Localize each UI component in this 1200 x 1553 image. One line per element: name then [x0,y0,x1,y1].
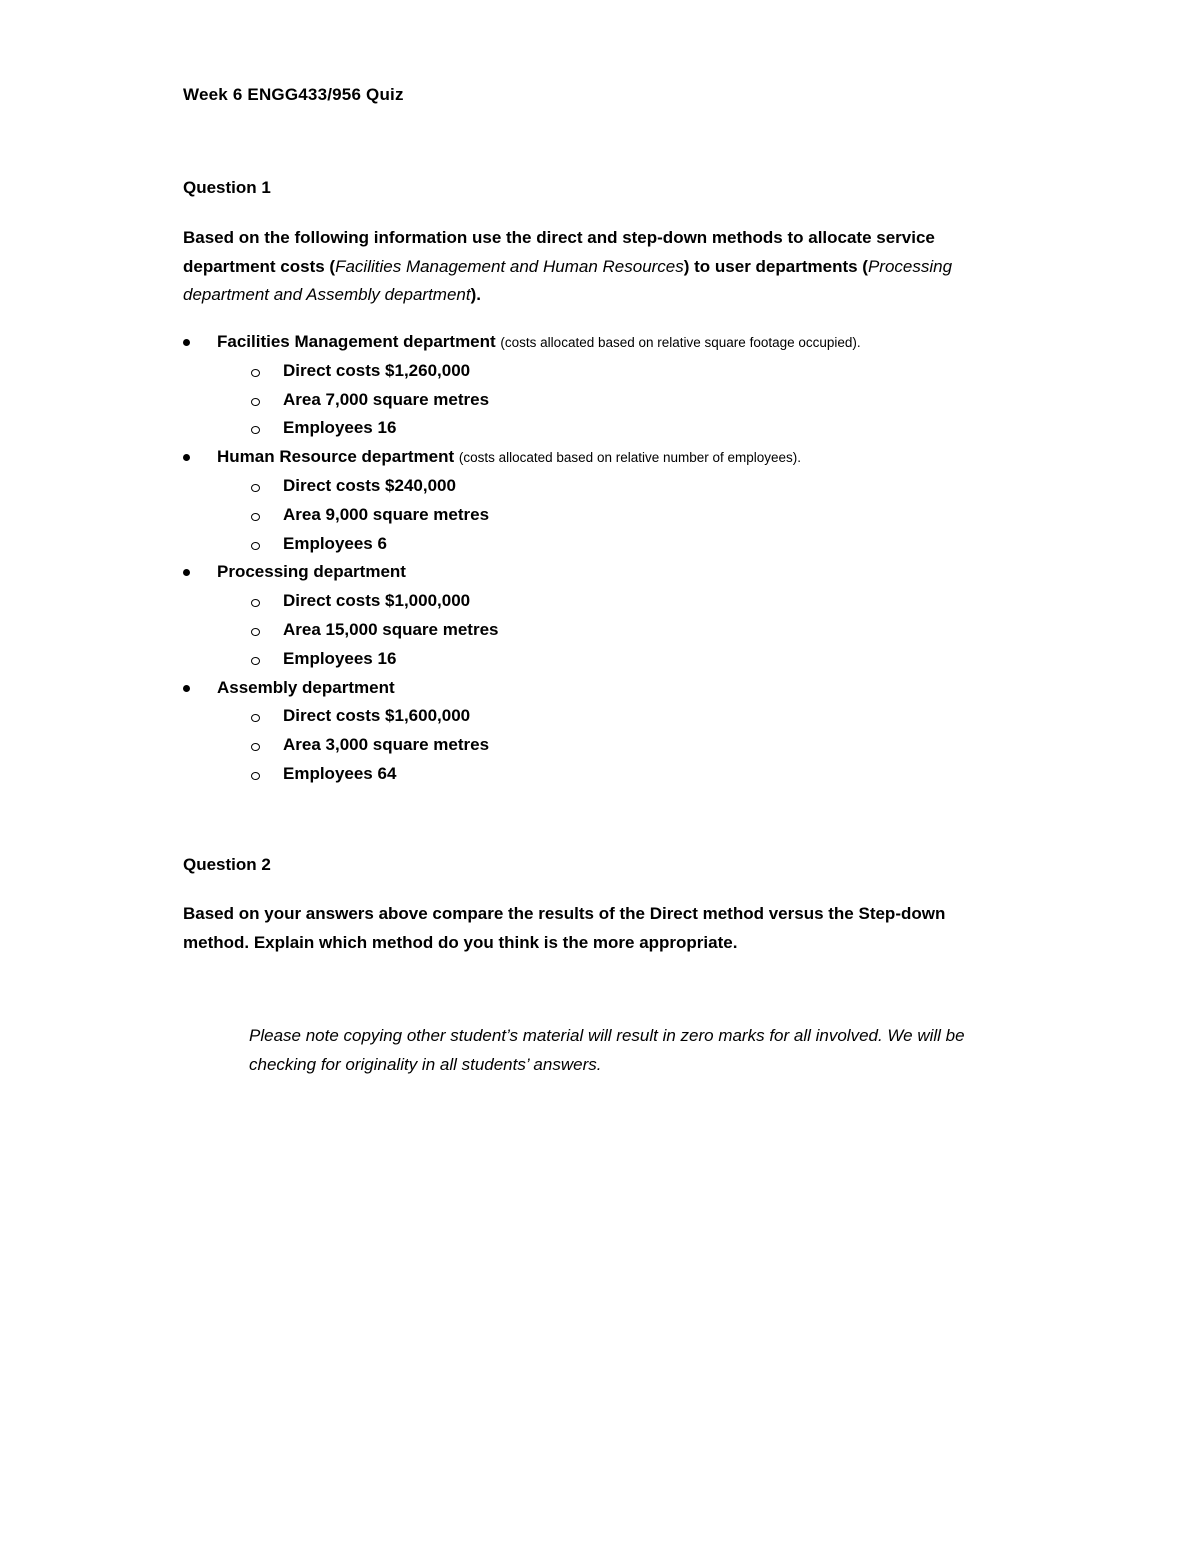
detail-text: Employees 64 [283,763,397,783]
question-1-user-departments: Processing department and Assembly department [183,256,953,304]
detail-text: Direct costs $1,000,000 [283,591,471,611]
department-detail [183,645,1013,674]
department-detail [183,357,1013,386]
detail-text: Area 7,000 square metres [283,389,490,409]
department-name: Human Resource department [217,447,455,467]
bullet-icon [183,339,190,346]
department-detail [183,760,1013,789]
circle-bullet-icon [251,743,260,751]
question-2-heading: Question 2 [183,855,271,874]
department-detail [183,731,1013,760]
circle-bullet-icon [251,426,260,434]
circle-bullet-icon [251,657,260,665]
circle-bullet-icon [251,542,260,550]
department-detail [183,386,1013,415]
department-name: Processing department [217,562,406,582]
circle-bullet-icon [251,628,260,636]
circle-bullet-icon [251,369,260,377]
question-2-paragraph: Based on your answers above compare the results of the Direct method versus the Step-down method. Explain which method do you think is the more appropriate. [183,904,946,952]
circle-bullet-icon [251,484,260,492]
question-1-service-departments: Facilities Management and Human Resources [335,256,684,276]
department-detail [183,414,1013,443]
department-item [183,558,1013,587]
detail-text: Employees 16 [283,418,397,438]
department-note: (costs allocated based on relative number of employees). [458,450,802,466]
circle-bullet-icon [251,599,260,607]
circle-bullet-icon [251,714,260,722]
detail-text: Direct costs $240,000 [283,475,456,495]
department-item [183,328,1013,357]
circle-bullet-icon [251,772,260,780]
department-detail [183,472,1013,501]
question-1-text-part: ). [470,285,481,304]
detail-text: Area 3,000 square metres [283,735,490,755]
circle-bullet-icon [251,513,260,521]
department-detail [183,501,1013,530]
department-detail [183,616,1013,645]
department-detail [183,702,1013,731]
document-title: Week 6 ENGG433/956 Quiz [183,85,404,104]
department-note: (costs allocated based on relative square footage occupied). [500,335,861,350]
detail-text: Direct costs $1,260,000 [283,360,471,380]
question-1-paragraph [183,224,1013,310]
department-name: Assembly department [217,677,395,697]
detail-text: Area 9,000 square metres [283,504,490,524]
department-list [183,328,1013,789]
bullet-icon [183,685,190,692]
bullet-icon [183,454,190,461]
bullet-icon [183,569,190,576]
department-item [183,443,1013,472]
detail-text: Employees 6 [283,533,387,553]
circle-bullet-icon [251,398,260,406]
detail-text: Area 15,000 square metres [283,619,499,639]
originality-notice: Please note copying other student’s material will result in zero marks for all involved. We will be checking for originality in all students’ answers. [249,1026,965,1074]
question-1-text-part: ) to user departments ( [683,256,868,276]
department-detail [183,587,1013,616]
detail-text: Direct costs $1,600,000 [283,706,471,726]
department-item [183,674,1013,703]
question-1-heading: Question 1 [183,178,271,197]
detail-text: Employees 16 [283,648,397,668]
question-1-text-part: Based on the following information use the direct and step-down methods to allocate service department costs ( [183,228,935,276]
department-name: Facilities Management department [217,332,496,351]
department-detail [183,530,1013,559]
